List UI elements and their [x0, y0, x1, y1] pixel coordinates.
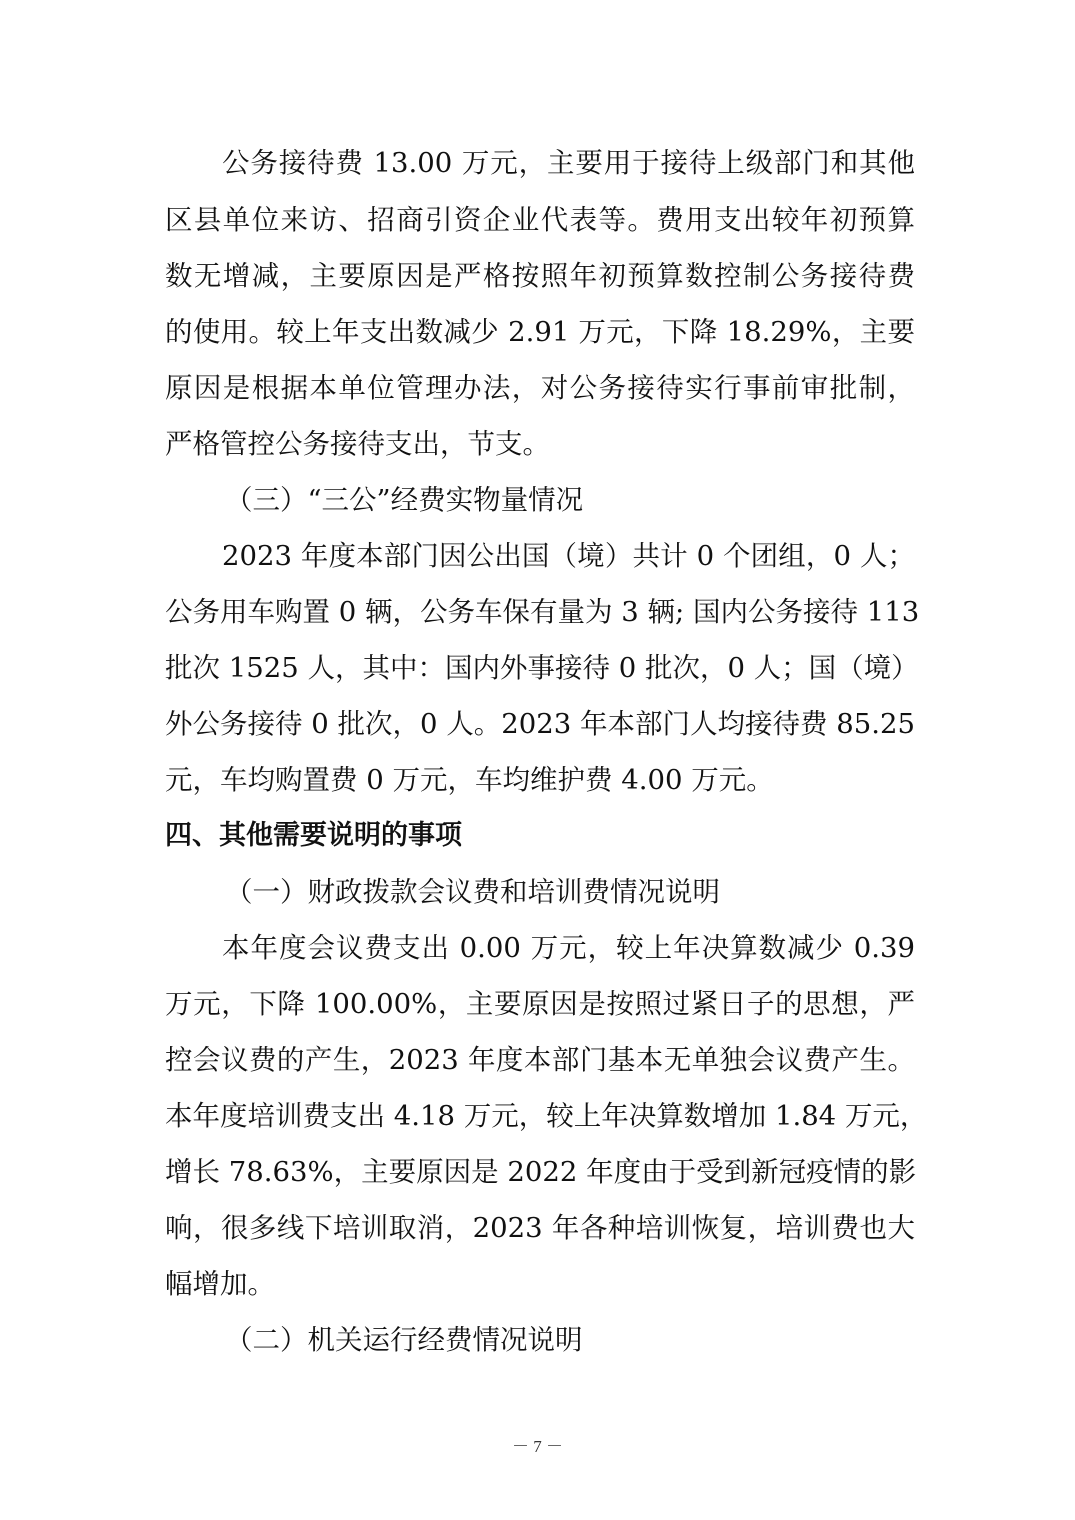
subheading-sangong: （三）“三公”经费实物量情况 — [225, 484, 584, 516]
page-number: － 7 － — [512, 1437, 563, 1456]
paragraph-line: 公务接待费 13.00 万元，主要用于接待上级部门和其他 — [222, 147, 915, 179]
paragraph-line: 批次 1525 人，其中：国内外事接待 0 批次，0 人；国（境） — [165, 652, 919, 684]
paragraph-line: 区县单位来访、招商引资企业代表等。费用支出较年初预算 — [165, 204, 915, 236]
paragraph-line: 2023 年度本部门因公出国（境）共计 0 个团组，0 人； — [222, 540, 915, 572]
paragraph-line: 外公务接待 0 批次，0 人。2023 年本部门人均接待费 85.25 — [165, 708, 915, 740]
paragraph-line: 响，很多线下培训取消，2023 年各种培训恢复，培训费也大 — [165, 1212, 915, 1244]
subheading-operating-costs: （二）机关运行经费情况说明 — [225, 1324, 583, 1356]
paragraph-line: 本年度培训费支出 4.18 万元，较上年决算数增加 1.84 万元， — [165, 1100, 928, 1132]
paragraph-line: 本年度会议费支出 0.00 万元，较上年决算数减少 0.39 — [222, 932, 915, 964]
paragraph-line: 的使用。较上年支出数减少 2.91 万元，下降 18.29%，主要 — [165, 316, 915, 348]
paragraph-line: 原因是根据本单位管理办法，对公务接待实行事前审批制， — [165, 372, 915, 404]
paragraph-line: 严格管控公务接待支出，节支。 — [165, 428, 550, 460]
paragraph-line: 数无增减，主要原因是严格按照年初预算数控制公务接待费 — [165, 260, 915, 292]
paragraph-line: 元，车均购置费 0 万元，车均维护费 4.00 万元。 — [165, 764, 774, 796]
subheading-meeting-training: （一）财政拨款会议费和培训费情况说明 — [225, 876, 720, 908]
section-heading: 四、其他需要说明的事项 — [165, 820, 462, 851]
paragraph-line: 幅增加。 — [165, 1268, 275, 1300]
paragraph-line: 公务用车购置 0 辆，公务车保有量为 3 辆; 国内公务接待 113 — [165, 596, 920, 628]
paragraph-line: 万元，下降 100.00%，主要原因是按照过紧日子的思想，严 — [165, 988, 915, 1020]
paragraph-line: 控会议费的产生，2023 年度本部门基本无单独会议费产生。 — [165, 1044, 915, 1076]
paragraph-line: 增长 78.63%，主要原因是 2022 年度由于受到新冠疫情的影 — [165, 1156, 917, 1188]
